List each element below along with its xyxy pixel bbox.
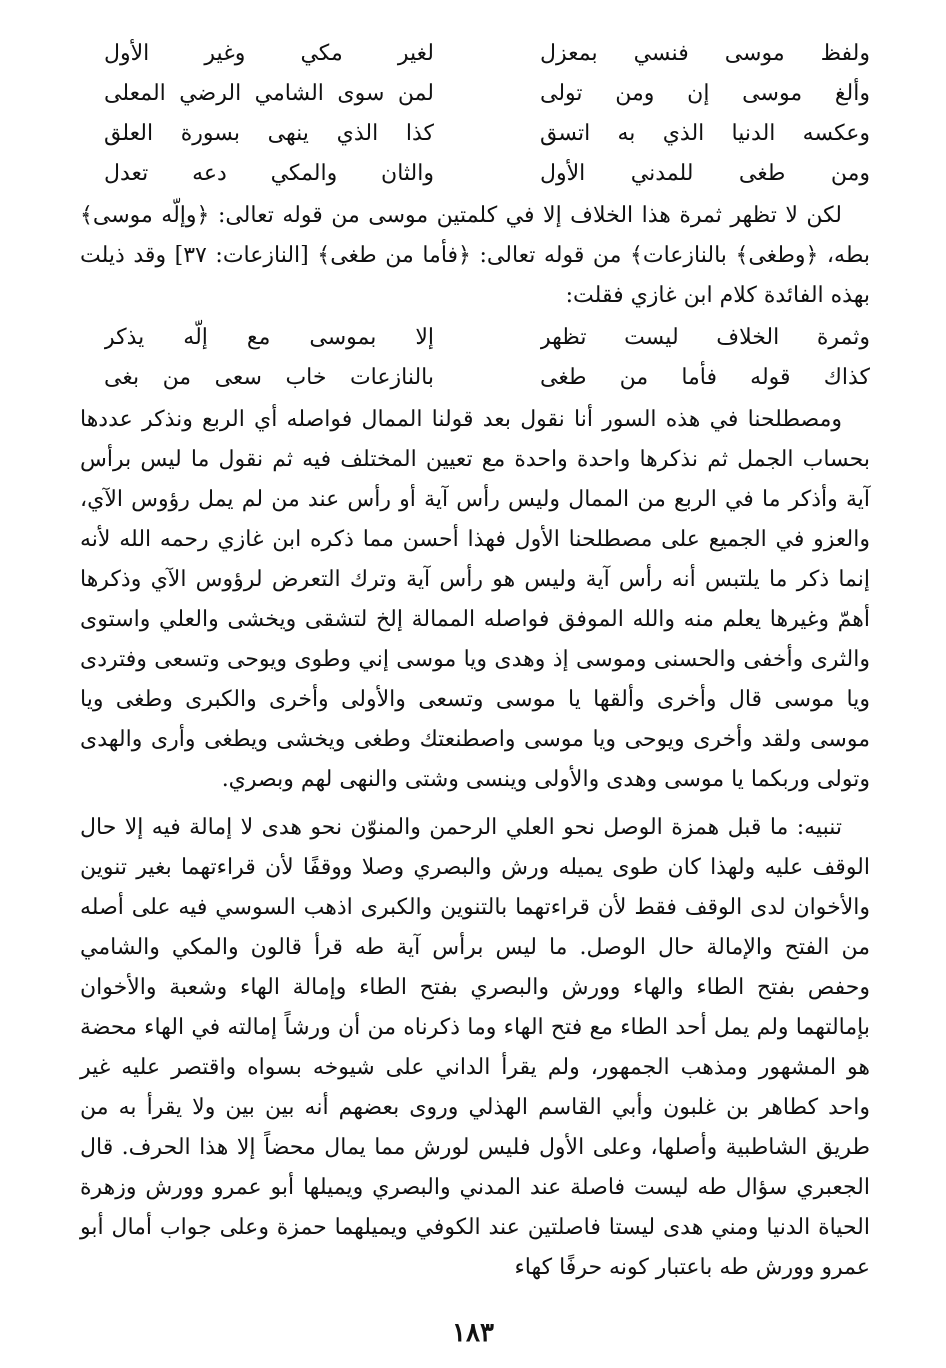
verse-hemistich-right: وثمرة الخلاف ليست تظهر	[540, 325, 870, 350]
verse-hemistich-left: والثان والمكي دعه تعدل	[104, 161, 434, 186]
verse-hemistich-left: إلا بموسى مع إلّه يذكر	[104, 325, 434, 350]
verse-hemistich-left: بالنازعات خاب سعى من بغى	[104, 365, 434, 390]
verse-hemistich-right: كذاك قوله فأما من طغى	[540, 365, 870, 390]
verse-row	[80, 154, 870, 194]
paragraph-note: تنبيه: ما قبل همزة الوصل نحو العلي الرحمن والمنوّن نحو هدى لا إمالة فيه إلا حال الوقف عليه ولهذا كان طوى يميله ورش والبصري وصلا ووقفًا لأن قراءتهما بغير تنوين والأخوان لدى الوقف فقط لأن قراءتهما بالتنوين والكبرى اذهب السوسي فيه على أصله من الفتح والإمالة حال الوصل. ما ليس برأس آية طه قرأ قالون والمكي والشامي وحفص بفتح الطاء والهاء وورش والبصري بفتح الطاء وإمالة الهاء وشعبة والأخوان بإمالتهما ولم يمل أحد الطاء مع فتح الهاء وما ذكرناه من أن ورشاً إمالته في الهاء محضة هو المشهور ومذهب الجمهور، ولم يقرأ الداني على شيوخه بسواه واقتصر عليه غير واحد كطاهر بن غلبون وأبي القاسم الهذلي وروى بعضهم أنه بين بين ولا يقرأ به من طريق الشاطبية وأصلها، وعلى الأول فليس لورش مما يمال محضاً إلا هذا الحرف. قال الجعبري سؤال طه ليست فاصلة عند المدني والبصري ويميلها أبو عمرو وورش وزهرة الحياة الدنيا ومني هدى ليستا فاصلتين عند الكوفي ويميلهما حمزة وعلى جواب أمال أبو عمرو وورش طه باعتبار كونه حرفًا كهاء	[80, 815, 870, 1280]
verse-hemistich-left: كذا الذي ينهى بسورة العلق	[104, 121, 434, 146]
verse-row	[80, 74, 870, 114]
verse-hemistich-right: وألغ موسى إن ومن تولى	[540, 81, 870, 106]
verse-row	[80, 34, 870, 74]
poem-block-1	[80, 34, 870, 194]
poem-block-2	[80, 318, 870, 398]
verse-row	[80, 318, 870, 358]
verse-hemistich-left: لمن سوى الشامي الرضي المعلى	[104, 81, 434, 106]
page-number: ١٨٣	[452, 1318, 494, 1348]
paragraph-intro: لكن لا تظهر ثمرة هذا الخلاف إلا في كلمتين موسى من قوله تعالى: ﴿وإلّه موسى﴾ بطه، ﴿وطغى﴾ بالنازعات﴾ من قوله تعالى: ﴿فأما من طغى﴾ [النازعات: ٣٧] وقد ذيلت بهذه الفائدة كلام ابن غازي فقلت:	[80, 203, 870, 308]
verse-row	[80, 114, 870, 154]
verse-row	[80, 358, 870, 398]
page-body	[80, 34, 870, 1288]
verse-hemistich-left: لغير مكي وغير الأول	[104, 41, 434, 66]
verse-hemistich-right: ولفظ موسى فنسي بمعزل	[540, 41, 870, 66]
verse-hemistich-right: وعكسه الدنيا الذي به اتسق	[540, 121, 870, 146]
verse-hemistich-right: ومن طغى للمدني الأول	[540, 161, 870, 186]
paragraph-terminology: ومصطلحنا في هذه السور أنا نقول بعد قولنا الممال فواصله أي الربع ونذكر عددها بحساب الجمل ثم نذكرها واحدة واحدة مع تعيين المختلف فيه ثم نقول ما ليس برأس آية وأذكر ما في الربع من الممال وليس رأس آية أو رأس عند من لم يمل رؤوس الآي، والعزو في الجميع على مصطلحنا الأول فهذا أحسن مما ذكره ابن غازي رحمه الله لأنه إنما ذكر ما يلتبس أنه رأس آية وليس هو رأس آية وترك التعرض لرؤوس الآي وذكرها أهمّ وغيرها يعلم منه والله الموفق فواصله الممالة إلخ لتشقى ويخشى والعلي واستوى والثرى وأخفى والحسنى وموسى إذ وهدى ويا موسى إني وطوى ويوحى وتسعى وفتردى ويا موسى قال وأخرى وألقها يا موسى وتسعى والأولى وأخرى والكبرى وطغى ويا موسى ولقد وأخرى ويوحى ويا موسى واصطنعتك وطغى ويخشى ويطغى وأرى والهدى وتولى وربكما يا موسى وهدى والأولى وينسى وشتى والنهى لهم وبصري.	[80, 407, 870, 792]
